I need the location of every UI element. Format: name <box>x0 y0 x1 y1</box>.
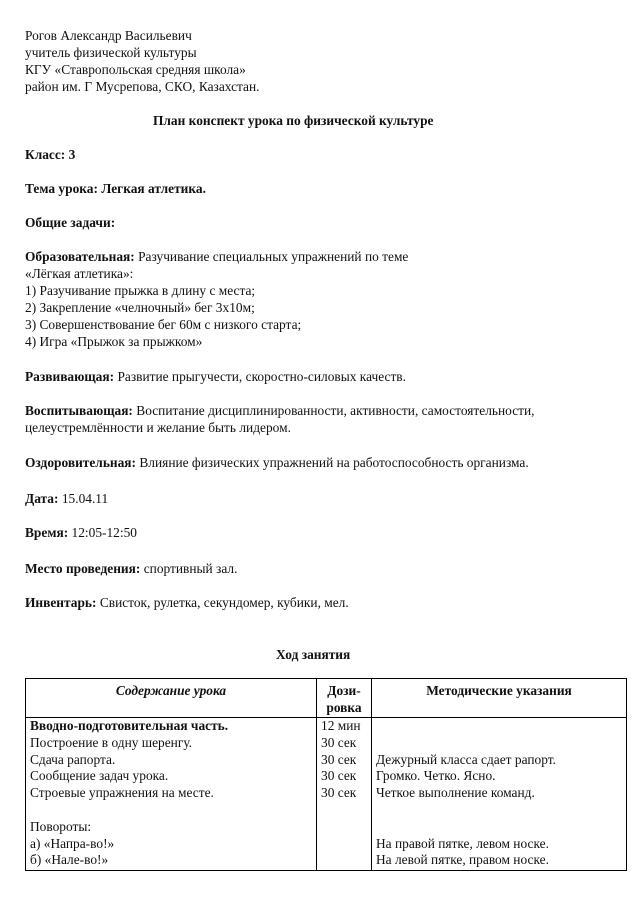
author-name: Рогов Александр Васильевич <box>25 28 192 43</box>
educational-label: Образовательная: <box>25 249 135 264</box>
health-label: Оздоровительная: <box>25 455 137 470</box>
table-header-row <box>26 679 627 718</box>
date-line: Дата: 15.04.11 <box>25 491 109 506</box>
educational-task-continued: «Лёгкая атлетика»: <box>25 266 134 281</box>
content-cell: Вводно-подготовительная часть. Построение в одну шеренгу. Сдача рапорта. Сообщение задач урока. Строевые упражнения на месте. Повороты: а) «Напра-во!» б) «Нале-во!» <box>26 718 317 871</box>
time-label: Время: <box>25 525 69 540</box>
lesson-plan-table <box>25 678 627 871</box>
author-school: КГУ «Ставропольская средняя школа» <box>25 62 246 77</box>
developing-label: Развивающая: <box>25 369 115 384</box>
topic-value: Легкая атлетика. <box>101 181 206 196</box>
lesson-title: Ход занятия <box>276 647 351 662</box>
class-label: Класс: <box>25 147 66 162</box>
header-dosage: Дози- ровка <box>317 679 372 718</box>
date-label: Дата: <box>25 491 59 506</box>
topic-line <box>25 180 206 197</box>
upbringing-task-continued: целеустремлённости и желание быть лидером. <box>25 420 291 435</box>
header-content: Содержание урока <box>26 679 317 718</box>
developing-task: Развивающая: Развитие прыгучести, скоростно-силовых качеств. <box>25 369 406 384</box>
upbringing-label: Воспитывающая: <box>25 403 133 418</box>
class-line <box>25 146 75 163</box>
author-position: учитель физической культуры <box>25 45 197 60</box>
header-notes: Методические указания <box>372 679 627 718</box>
document-title: План конспект урока по физической культуре <box>153 113 434 128</box>
upbringing-task: Воспитывающая: Воспитание дисциплинированности, активности, самостоятельности, <box>25 403 535 418</box>
inventory-label: Инвентарь: <box>25 595 97 610</box>
topic-label: Тема урока: <box>25 181 98 196</box>
time-line: Время: 12:05-12:50 <box>25 525 137 540</box>
place-line: Место проведения: спортивный зал. <box>25 561 238 576</box>
author-region: район им. Г Мусрепова, СКО, Казахстан. <box>25 79 260 94</box>
inventory-line: Инвентарь: Свисток, рулетка, секундомер, кубики, мел. <box>25 595 349 610</box>
health-task: Оздоровительная: Влияние физических упражнений на работоспособность организма. <box>25 455 529 470</box>
table-row <box>26 718 627 871</box>
general-tasks-heading: Общие задачи: <box>25 215 116 230</box>
educational-task: Образовательная: Разучивание специальных упражнений по теме <box>25 249 409 264</box>
educational-item: 4) Игра «Прыжок за прыжком» <box>25 334 203 349</box>
educational-item: 3) Совершенствование бег 60м с низкого старта; <box>25 317 302 332</box>
class-value: 3 <box>68 147 76 162</box>
place-label: Место проведения: <box>25 561 141 576</box>
educational-item: 2) Закрепление «челночный» бег 3х10м; <box>25 300 255 315</box>
educational-item: 1) Разучивание прыжка в длину с места; <box>25 283 256 298</box>
dosage-cell: 12 мин 30 сек 30 сек 30 сек 30 сек <box>317 718 372 871</box>
notes-cell: Дежурный класса сдает рапорт. Громко. Четко. Ясно. Четкое выполнение команд. На правой пятке, левом носке. На левой пятке, правом носке. <box>372 718 627 871</box>
